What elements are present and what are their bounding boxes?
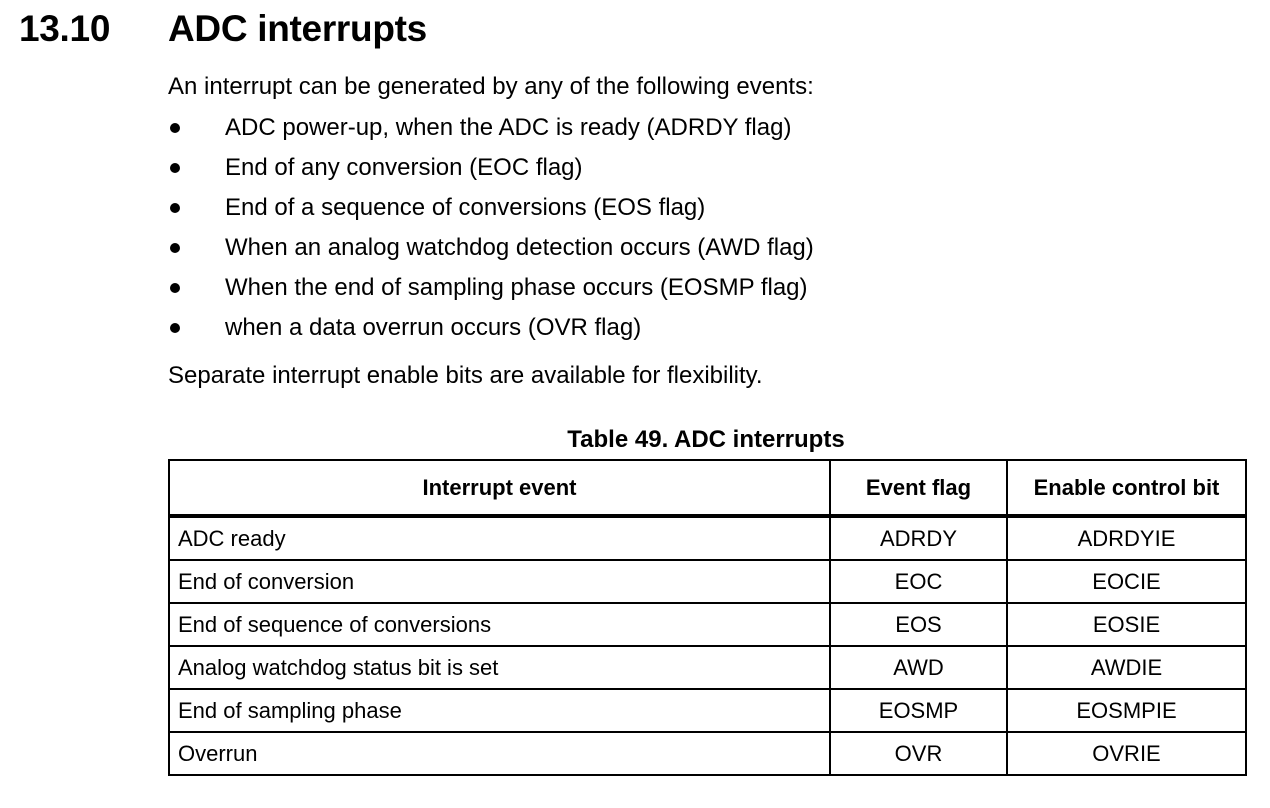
table-row (169, 603, 1246, 646)
table-row (169, 689, 1246, 732)
cell-event-flag: ADRDY (830, 516, 1007, 560)
bullet-dot-icon (170, 123, 180, 133)
cell-interrupt-event: Analog watchdog status bit is set (169, 646, 830, 689)
cell-event-flag: EOSMP (830, 689, 1007, 732)
cell-event-flag: EOS (830, 603, 1007, 646)
bullet-text: ADC power-up, when the ADC is ready (ADRDY flag) (225, 114, 792, 141)
cell-event-flag: OVR (830, 732, 1007, 775)
header-interrupt-event: Interrupt event (169, 460, 830, 516)
cell-event-flag: EOC (830, 560, 1007, 603)
table-row (169, 732, 1246, 775)
cell-interrupt-event: Overrun (169, 732, 830, 775)
bullet-dot-icon (170, 203, 180, 213)
cell-enable-control-bit: AWDIE (1007, 646, 1246, 689)
header-enable-control-bit: Enable control bit (1007, 460, 1246, 516)
bullet-dot-icon (170, 163, 180, 173)
bullet-text: when a data overrun occurs (OVR flag) (225, 314, 642, 341)
closing-paragraph: Separate interrupt enable bits are available for flexibility. (168, 362, 763, 389)
bullet-text: End of any conversion (EOC flag) (225, 154, 583, 181)
cell-enable-control-bit: EOSMPIE (1007, 689, 1246, 732)
cell-event-flag: AWD (830, 646, 1007, 689)
cell-enable-control-bit: OVRIE (1007, 732, 1246, 775)
cell-interrupt-event: ADC ready (169, 516, 830, 560)
section-title: ADC interrupts (168, 8, 427, 49)
bullet-dot-icon (170, 283, 180, 293)
bullet-dot-icon (170, 243, 180, 253)
adc-interrupts-table (168, 459, 1247, 776)
section-number: 13.10 (19, 8, 111, 49)
table-header-row (169, 460, 1246, 516)
table-row (169, 560, 1246, 603)
cell-enable-control-bit: EOCIE (1007, 560, 1246, 603)
cell-enable-control-bit: ADRDYIE (1007, 516, 1246, 560)
table-row (169, 516, 1246, 560)
cell-interrupt-event: End of conversion (169, 560, 830, 603)
header-event-flag: Event flag (830, 460, 1007, 516)
bullet-text: When an analog watchdog detection occurs (AWD flag) (225, 234, 814, 261)
intro-paragraph: An interrupt can be generated by any of the following events: (168, 73, 814, 100)
cell-interrupt-event: End of sampling phase (169, 689, 830, 732)
bullet-text: When the end of sampling phase occurs (EOSMP flag) (225, 274, 808, 301)
bullet-text: End of a sequence of conversions (EOS flag) (225, 194, 706, 221)
bullet-dot-icon (170, 323, 180, 333)
cell-enable-control-bit: EOSIE (1007, 603, 1246, 646)
table-row (169, 646, 1246, 689)
cell-interrupt-event: End of sequence of conversions (169, 603, 830, 646)
table-caption: Table 49. ADC interrupts (567, 426, 845, 453)
